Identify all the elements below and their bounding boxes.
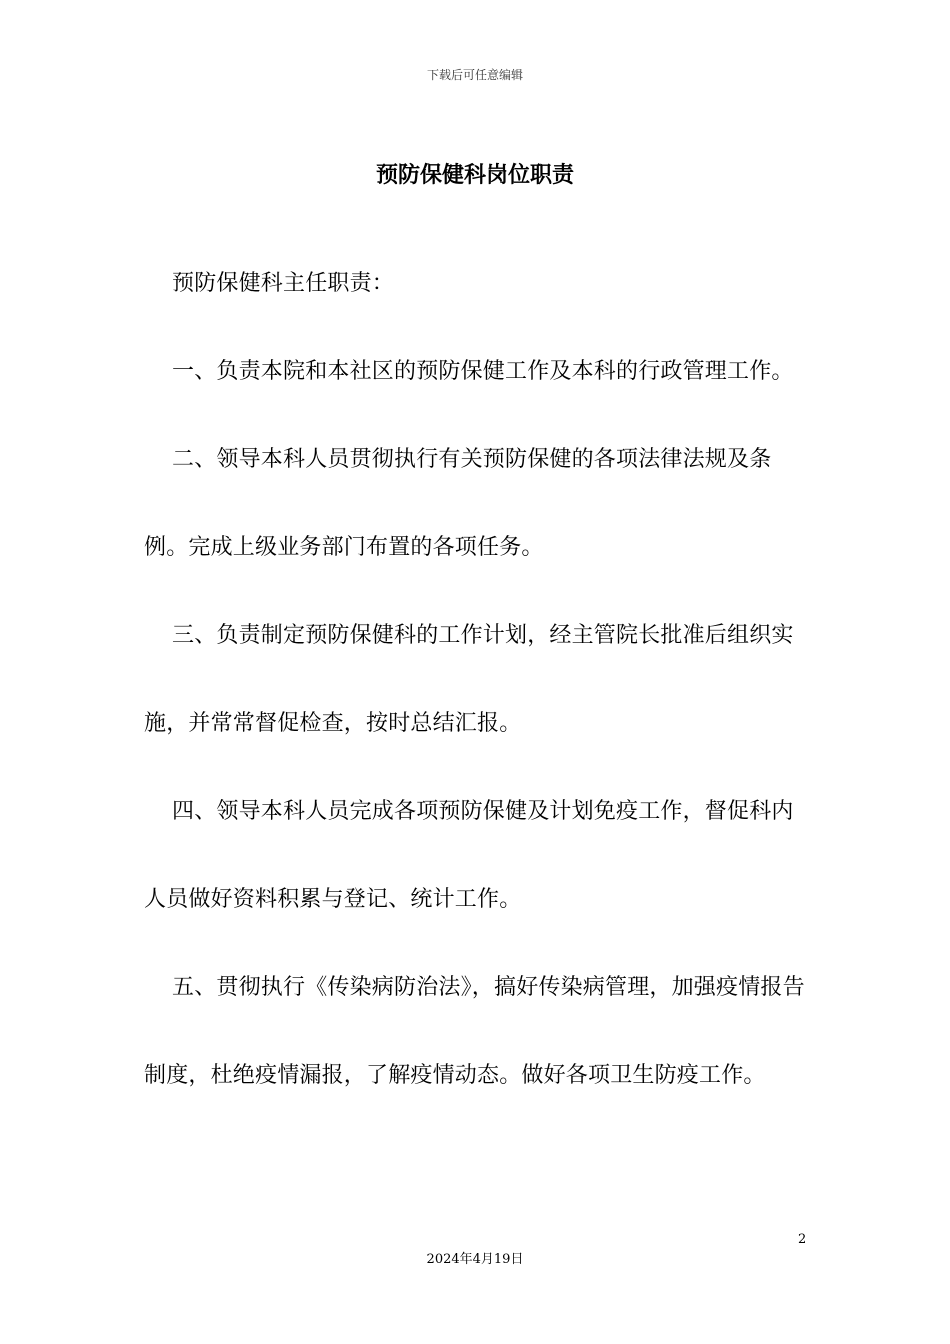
document-title: 预防保健科岗位职责 — [375, 163, 574, 188]
paragraph-director-duties-heading: 预防保健科主任职责： — [172, 271, 395, 296]
paragraph-duty-2: 二、领导本科人员贯彻执行有关预防保健的各项法律法规及条例。完成上级业务部门布置的各项任务。 — [144, 447, 772, 560]
document-body — [144, 240, 814, 1120]
footer-date: 2024年4月19日 — [426, 1252, 524, 1267]
paragraph-duty-3: 三、负责制定预防保健科的工作计划，经主管院长批准后组织实施，并常常督促检查，按时总结汇报。 — [144, 623, 794, 736]
header-note: 下载后可任意编辑 — [426, 68, 523, 82]
page-number: 2 — [798, 1232, 807, 1247]
paragraph-duty-5: 五、贯彻执行《传染病防治法》，搞好传染病管理，加强疫情报告制度，杜绝疫情漏报，了解疫情动态。做好各项卫生防疫工作。 — [144, 975, 805, 1088]
paragraph-duty-1: 一、负责本院和本社区的预防保健工作及本科的行政管理工作。 — [172, 359, 794, 384]
paragraph-duty-4: 四、领导本科人员完成各项预防保健及计划免疫工作，督促科内人员做好资料积累与登记、统计工作。 — [144, 799, 794, 912]
